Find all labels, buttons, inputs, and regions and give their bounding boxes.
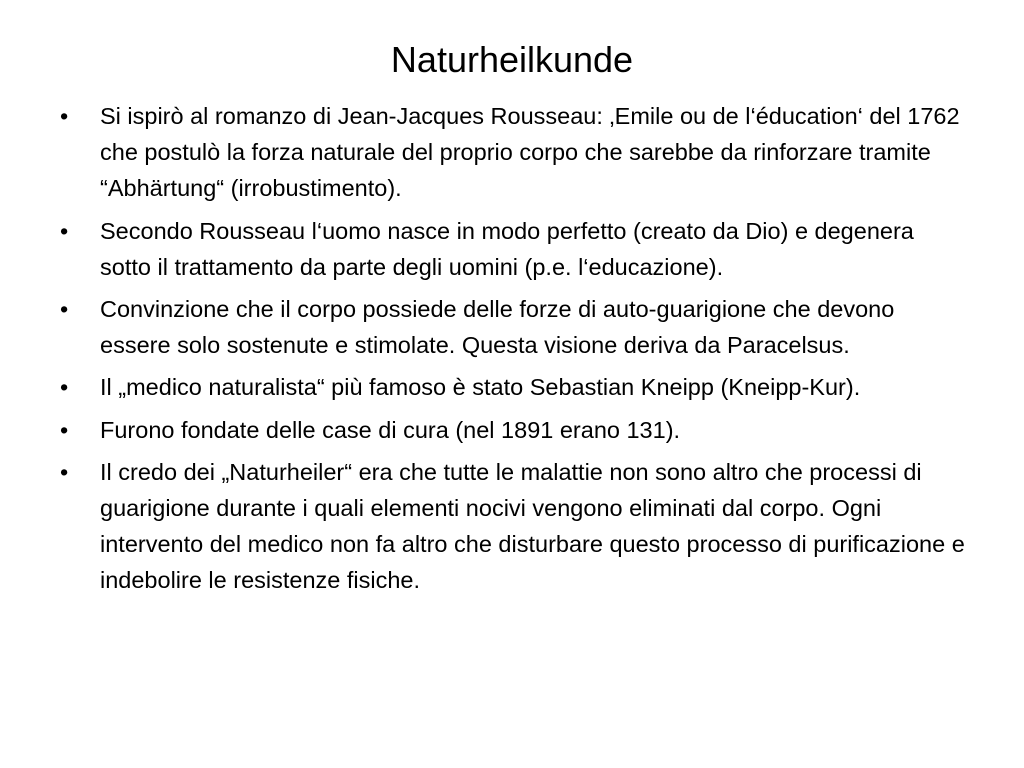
bullet-item: [60, 412, 970, 448]
bullet-text: Si ispirò al romanzo di Jean-Jacques Rousseau: ‚Emile ou de l‘éducation‘ del 1762 che postulò la forza naturale del proprio corpo che sarebbe da rinforzare tramite “Abhärtung“ (irrobustimento).: [100, 103, 960, 202]
bullet-item: [60, 454, 970, 599]
bullet-icon: •: [60, 217, 69, 244]
bullet-item: [60, 98, 970, 207]
bullet-text: Convinzione che il corpo possiede delle forze di auto-guarigione che devono essere solo sostenute e stimolate. Questa visione deriva da Paracelsus.: [100, 296, 895, 359]
bullet-item: [60, 369, 970, 405]
bullet-icon: •: [60, 374, 69, 401]
bullet-icon: •: [60, 458, 69, 485]
bullet-text: Il „medico naturalista“ più famoso è stato Sebastian Kneipp (Kneipp-Kur).: [100, 374, 861, 401]
bullet-icon: •: [60, 416, 69, 443]
bullet-list: [60, 98, 970, 605]
bullet-text: Il credo dei „Naturheiler“ era che tutte le malattie non sono altro che processi di guarigione durante i quali elementi nocivi vengono eliminati dal corpo. Ogni intervento del medico non fa altro che disturbare questo processo di purificazione e indebolire le resistenze fisiche.: [100, 458, 965, 594]
bullet-icon: •: [60, 103, 69, 129]
bullet-text: Furono fondate delle case di cura (nel 1891 erano 131).: [100, 416, 681, 443]
bullet-item: [60, 291, 970, 363]
slide-title: Naturheilkunde: [390, 39, 634, 80]
bullet-icon: •: [60, 296, 69, 323]
bullet-item: [60, 213, 970, 285]
bullet-text: Secondo Rousseau l‘uomo nasce in modo perfetto (creato da Dio) e degenera sotto il trattamento da parte degli uomini (p.e. l‘educazione).: [100, 217, 914, 280]
